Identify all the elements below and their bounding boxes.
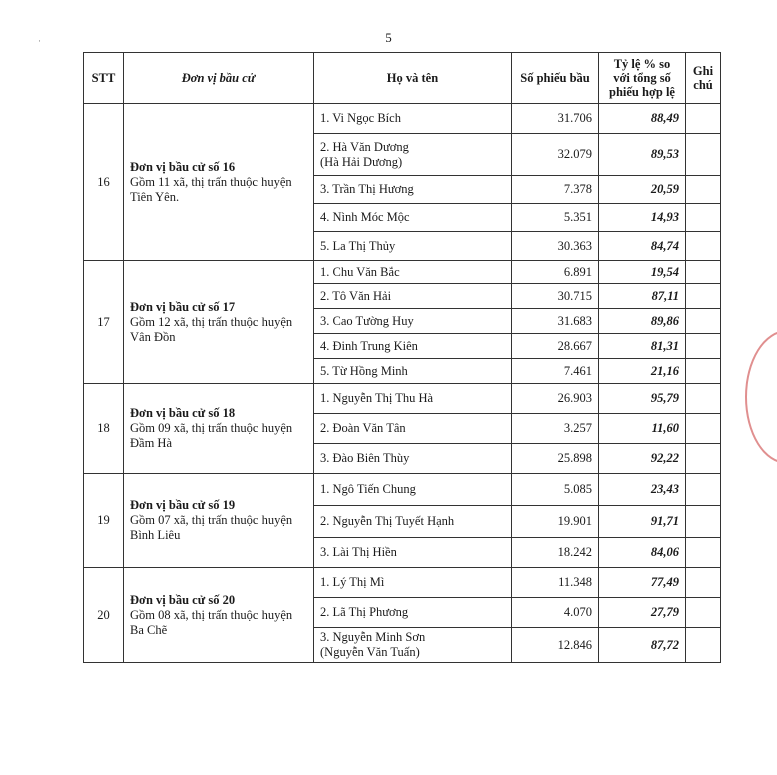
note-cell <box>686 474 721 506</box>
note-cell <box>686 598 721 628</box>
candidate-percentage: 11,60 <box>599 414 686 444</box>
table-row <box>84 104 721 134</box>
candidate-votes: 31.706 <box>512 104 599 134</box>
candidate-name: 2. Tô Văn Hải <box>314 284 512 309</box>
candidate-name: 3. Nguyễn Minh Sơn (Nguyễn Văn Tuấn) <box>314 628 512 663</box>
note-cell <box>686 359 721 384</box>
candidate-name: 3. Đào Biên Thùy <box>314 444 512 474</box>
candidate-votes: 18.242 <box>512 538 599 568</box>
candidate-votes: 6.891 <box>512 261 599 284</box>
electoral-unit-description: Gồm 09 xã, thị trấn thuộc huyện Đầm Hà <box>130 421 293 450</box>
candidate-name: 1. Chu Văn Bắc <box>314 261 512 284</box>
candidate-percentage: 88,49 <box>599 104 686 134</box>
candidate-percentage: 84,06 <box>599 538 686 568</box>
page-number: 5 <box>385 30 392 45</box>
note-cell <box>686 568 721 598</box>
red-stamp-fragment <box>745 330 777 464</box>
group-number: 16 <box>84 104 124 261</box>
electoral-unit <box>124 568 314 663</box>
candidate-name: 3. Lài Thị Hiền <box>314 538 512 568</box>
candidate-percentage: 95,79 <box>599 384 686 414</box>
candidate-percentage: 19,54 <box>599 261 686 284</box>
candidate-votes: 32.079 <box>512 134 599 176</box>
candidate-votes: 3.257 <box>512 414 599 444</box>
candidate-name: 2. Hà Văn Dương (Hà Hải Dương) <box>314 134 512 176</box>
group-number: 18 <box>84 384 124 474</box>
electoral-unit-title: Đơn vị bầu cử số 16 <box>130 159 236 174</box>
header-note: Ghi chú <box>686 53 721 104</box>
candidate-percentage: 89,86 <box>599 309 686 334</box>
candidate-votes: 25.898 <box>512 444 599 474</box>
candidate-percentage: 91,71 <box>599 506 686 538</box>
candidate-votes: 31.683 <box>512 309 599 334</box>
candidate-percentage: 81,31 <box>599 334 686 359</box>
note-cell <box>686 506 721 538</box>
candidate-votes: 12.846 <box>512 628 599 663</box>
election-results-table <box>83 52 721 663</box>
note-cell <box>686 334 721 359</box>
candidate-votes: 4.070 <box>512 598 599 628</box>
note-cell <box>686 176 721 204</box>
table-row <box>84 261 721 284</box>
candidate-votes: 5.351 <box>512 204 599 232</box>
note-cell <box>686 261 721 284</box>
electoral-unit-title: Đơn vị bầu cử số 17 <box>130 299 236 314</box>
candidate-name: 1. Vi Ngọc Bích <box>314 104 512 134</box>
electoral-unit <box>124 474 314 568</box>
group-number: 19 <box>84 474 124 568</box>
table-row <box>84 474 721 506</box>
candidate-percentage: 84,74 <box>599 232 686 261</box>
candidate-votes: 30.715 <box>512 284 599 309</box>
candidate-votes: 28.667 <box>512 334 599 359</box>
candidate-percentage: 20,59 <box>599 176 686 204</box>
electoral-unit <box>124 384 314 474</box>
electoral-unit-title: Đơn vị bầu cử số 18 <box>130 406 236 420</box>
table-header-row <box>84 53 721 104</box>
note-cell <box>686 232 721 261</box>
header-stt: STT <box>84 53 124 104</box>
candidate-name: 2. Nguyễn Thị Tuyết Hạnh <box>314 506 512 538</box>
candidate-name: 4. Nình Móc Mộc <box>314 204 512 232</box>
group-number: 17 <box>84 261 124 384</box>
candidate-name: 3. Trần Thị Hương <box>314 176 512 204</box>
candidate-percentage: 92,22 <box>599 444 686 474</box>
electoral-unit <box>124 261 314 384</box>
electoral-unit-description: Gồm 11 xã, thị trấn thuộc huyện Tiên Yên. <box>130 174 292 204</box>
electoral-unit-description: Gồm 08 xã, thị trấn thuộc huyện Ba Chẽ <box>130 607 293 637</box>
electoral-unit-title: Đơn vị bầu cử số 20 <box>130 592 236 607</box>
note-cell <box>686 538 721 568</box>
candidate-percentage: 23,43 <box>599 474 686 506</box>
candidate-percentage: 87,72 <box>599 628 686 663</box>
candidate-name: 1. Lý Thị Mì <box>314 568 512 598</box>
candidate-percentage: 87,11 <box>599 284 686 309</box>
note-cell <box>686 414 721 444</box>
note-cell <box>686 309 721 334</box>
candidate-name: 5. Từ Hồng Minh <box>314 359 512 384</box>
candidate-percentage: 14,93 <box>599 204 686 232</box>
electoral-unit <box>124 104 314 261</box>
candidate-votes: 7.461 <box>512 359 599 384</box>
note-cell <box>686 134 721 176</box>
note-cell <box>686 444 721 474</box>
candidate-name: 1. Nguyễn Thị Thu Hà <box>314 384 512 414</box>
note-cell <box>686 284 721 309</box>
candidate-name: 2. Đoàn Văn Tân <box>314 414 512 444</box>
electoral-unit-description: Gồm 07 xã, thị trấn thuộc huyện Bình Liêu <box>130 513 293 542</box>
header-unit: Đơn vị bầu cử <box>124 53 314 104</box>
candidate-name: 3. Cao Tường Huy <box>314 309 512 334</box>
candidate-votes: 11.348 <box>512 568 599 598</box>
candidate-votes: 7.378 <box>512 176 599 204</box>
candidate-percentage: 21,16 <box>599 359 686 384</box>
candidate-percentage: 27,79 <box>599 598 686 628</box>
note-cell <box>686 628 721 663</box>
candidate-name: 2. Lã Thị Phương <box>314 598 512 628</box>
group-number: 20 <box>84 568 124 663</box>
header-percentage: Tỷ lệ % so với tổng số phiếu hợp lệ <box>599 53 686 104</box>
candidate-percentage: 77,49 <box>599 568 686 598</box>
table-row <box>84 568 721 598</box>
scan-speck: · <box>38 36 41 46</box>
candidate-votes: 5.085 <box>512 474 599 506</box>
header-name: Họ và tên <box>314 53 512 104</box>
candidate-name: 4. Đinh Trung Kiên <box>314 334 512 359</box>
candidate-votes: 19.901 <box>512 506 599 538</box>
candidate-name: 1. Ngô Tiến Chung <box>314 474 512 506</box>
candidate-votes: 30.363 <box>512 232 599 261</box>
candidate-percentage: 89,53 <box>599 134 686 176</box>
candidate-name: 5. La Thị Thủy <box>314 232 512 261</box>
note-cell <box>686 104 721 134</box>
note-cell <box>686 204 721 232</box>
candidate-votes: 26.903 <box>512 384 599 414</box>
header-votes: Số phiếu bầu <box>512 53 599 104</box>
note-cell <box>686 384 721 414</box>
electoral-unit-description: Gồm 12 xã, thị trấn thuộc huyện Vân Đồn <box>130 314 293 344</box>
table-row <box>84 384 721 414</box>
electoral-unit-title: Đơn vị bầu cử số 19 <box>130 498 236 512</box>
